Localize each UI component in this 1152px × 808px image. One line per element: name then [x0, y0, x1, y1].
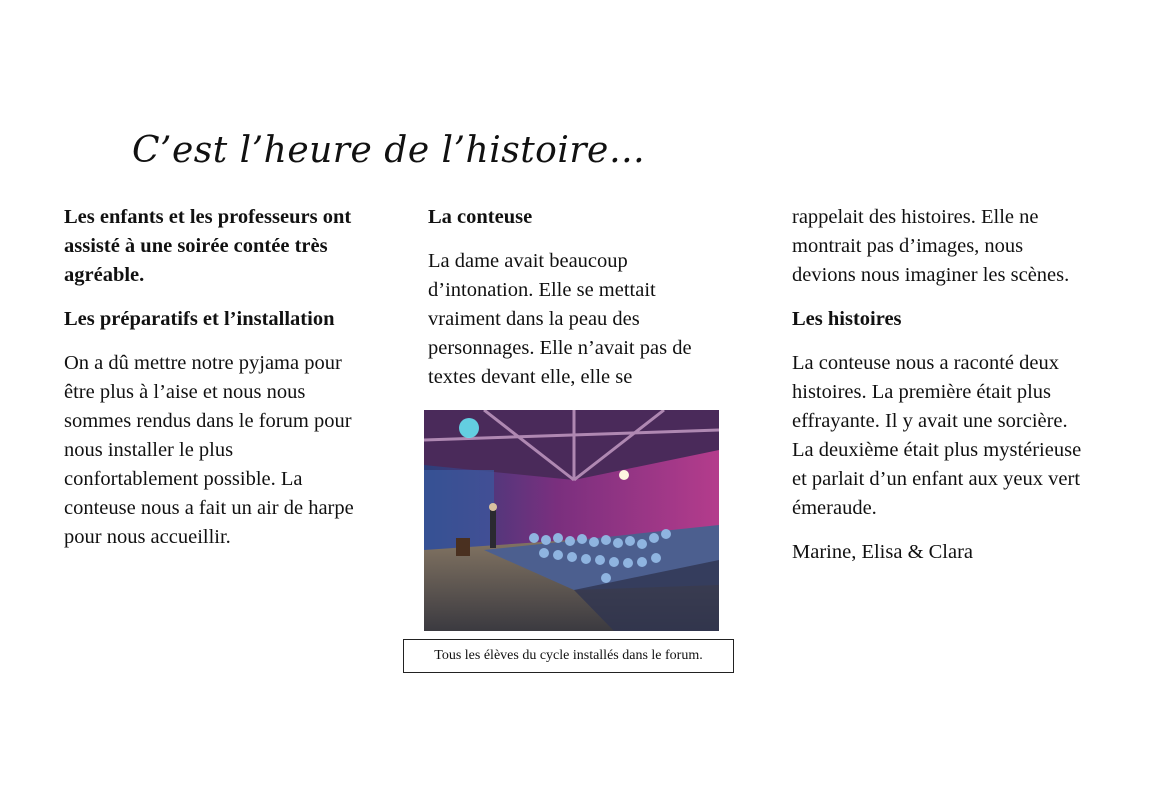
paragraph-preparatifs: On a dû mettre notre pyjama pour être plus à l’aise et nous nous sommes rendus dans le forum pour nous installer le plus confortablement possible. La conteuse nous a fait un air de harpe pour nous accueillir.: [64, 352, 354, 548]
signature: Marine, Elisa & Clara: [792, 541, 974, 563]
forum-photo: [424, 410, 719, 631]
column-left: [64, 203, 364, 567]
photo-caption: Tous les élèves du cycle installés dans le forum.: [403, 639, 734, 673]
column-right: [792, 203, 1092, 582]
column-middle: [428, 203, 718, 407]
section-heading-conteuse: La conteuse: [428, 206, 533, 228]
paragraph-histoires: La conteuse nous a raconté deux histoires. La première était plus effrayante. Il y avait une sorcière. La deuxième était plus mystérieuse et parlait d’un enfant aux yeux vert émeraude.: [792, 352, 1082, 519]
paragraph-continuation: rappelait des histoires. Elle ne montrait pas d’images, nous devions nous imaginer les scènes.: [792, 206, 1070, 286]
paragraph-conteuse: La dame avait beaucoup d’intonation. Elle se mettait vraiment dans la peau des personnages. Elle n’avait pas de textes devant elle, elle se: [428, 250, 692, 388]
section-heading-preparatifs: Les préparatifs et l’installation: [64, 308, 335, 330]
intro-paragraph: Les enfants et les professeurs ont assisté à une soirée contée très agréable.: [64, 206, 352, 286]
page-title: C’est l’heure de l’histoire…: [132, 130, 646, 171]
section-heading-histoires: Les histoires: [792, 308, 902, 330]
